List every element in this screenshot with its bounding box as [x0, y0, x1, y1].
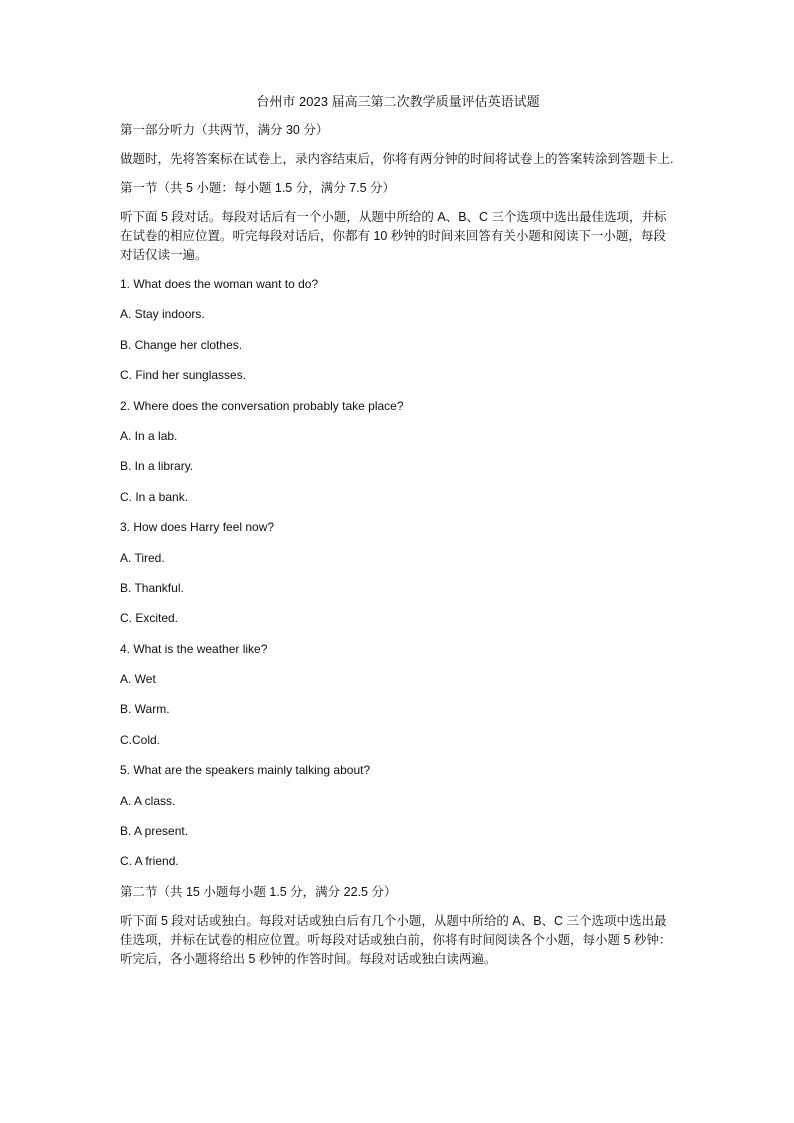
section2-heading: 第二节（共 15 小题每小题 1.5 分，满分 22.5 分）	[120, 884, 397, 899]
option-5c: C. A friend.	[120, 854, 179, 869]
page-title: 台州市 2023 届高三第二次教学质量评估英语试题	[256, 94, 540, 109]
option-2b: B. In a library.	[120, 459, 194, 474]
section1-instructions: 听下面 5 段对话。每段对话后有一个小题，从题中所给的 A、B、C 三个选项中选出最佳选项，并标在试卷的相应位置。听完每段对话后，你都有 10 秒钟的时间来回答有关小题和阅读下一小题，每段对话仅读一遍。	[120, 210, 667, 262]
section2-instructions: 听下面 5 段对话或独白。每段对话或独白后有几个小题，从题中所给的 A、B、C 三个选项中选出最佳选项，并标在试卷的相应位置。听每段对话或独白前，你将有时间阅读各个小题，每小题 5 秒钟：听完后，各小题将给出 5 秒钟的作答时间。每段对话或独白读两遍。	[120, 913, 672, 966]
option-3b: B. Thankful.	[120, 580, 184, 595]
instructions-paragraph: 做题时，先将答案标在试卷上，录内容结束后，你将有两分钟的时间将试卷上的答案转涂到答题卡上.	[120, 152, 674, 166]
section1-heading: 第一节（共 5 小题：每小题 1.5 分，满分 7.5 分）	[120, 181, 396, 195]
option-3a: A. Tired.	[120, 550, 165, 565]
option-1c: C. Find her sunglasses.	[120, 368, 247, 383]
part1-heading: 第一部分听力（共两节，满分 30 分）	[120, 123, 329, 137]
option-1b: B. Change her clothes.	[120, 337, 243, 352]
option-3c: C. Excited.	[120, 611, 179, 626]
option-5b: B. A present.	[120, 824, 189, 839]
option-1a: A. Stay indoors.	[120, 307, 205, 322]
question-2: 2. Where does the conversation probably take place?	[120, 398, 404, 413]
question-5: 5. What are the speakers mainly talking about?	[120, 763, 371, 778]
option-2c: C. In a bank.	[120, 489, 189, 504]
option-4a: A. Wet	[120, 672, 156, 687]
option-4c: C.Cold.	[120, 732, 161, 747]
question-1: 1. What does the woman want to do?	[120, 277, 319, 291]
question-list	[120, 275, 676, 883]
option-5a: A. A class.	[120, 793, 176, 808]
question-3: 3. How does Harry feel now?	[120, 520, 275, 535]
option-2a: A. In a lab.	[120, 428, 178, 443]
option-4b: B. Warm.	[120, 702, 170, 717]
question-4: 4. What is the weather like?	[120, 641, 268, 656]
